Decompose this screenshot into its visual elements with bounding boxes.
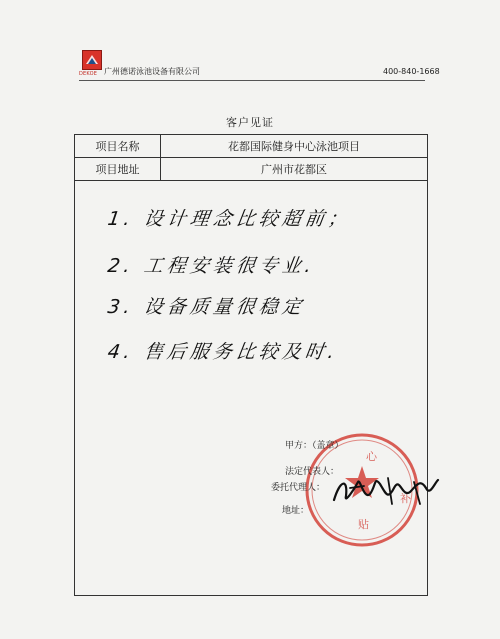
seal-text-1: 心 — [366, 450, 377, 463]
testimony-line-2: 2. 工程安装很专业. — [106, 255, 317, 277]
seal-text-2: 贴 — [358, 518, 369, 531]
logo-text: DEKOE — [79, 71, 98, 77]
agent-label: 委托代理人： — [271, 483, 326, 493]
project-address-value: 广州市花都区 — [161, 158, 428, 181]
testimony-line-4: 4. 售后服务比较及时. — [106, 341, 340, 363]
phone-number: 400-840-1668 — [383, 67, 440, 76]
address-label: 地址： — [282, 506, 310, 516]
testimony-line-3: 3. 设备质量很稳定 — [106, 296, 307, 318]
project-name-label: 项目名称 — [75, 135, 161, 158]
project-name-value: 花都国际健身中心泳池项目 — [161, 135, 428, 158]
testimony-line-1: 1. 设计理念比较超前； — [106, 208, 353, 230]
handwritten-signature-icon — [330, 470, 440, 510]
seal-text-3: 补 — [400, 492, 411, 505]
project-address-label: 项目地址 — [75, 158, 161, 181]
company-name: 广州德诺泳池设备有限公司 — [104, 67, 200, 76]
party-a-label: 甲方：（盖章） — [285, 441, 344, 451]
legal-rep-label: 法定代表人： — [285, 467, 340, 477]
document-title: 客户见证 — [226, 116, 274, 129]
